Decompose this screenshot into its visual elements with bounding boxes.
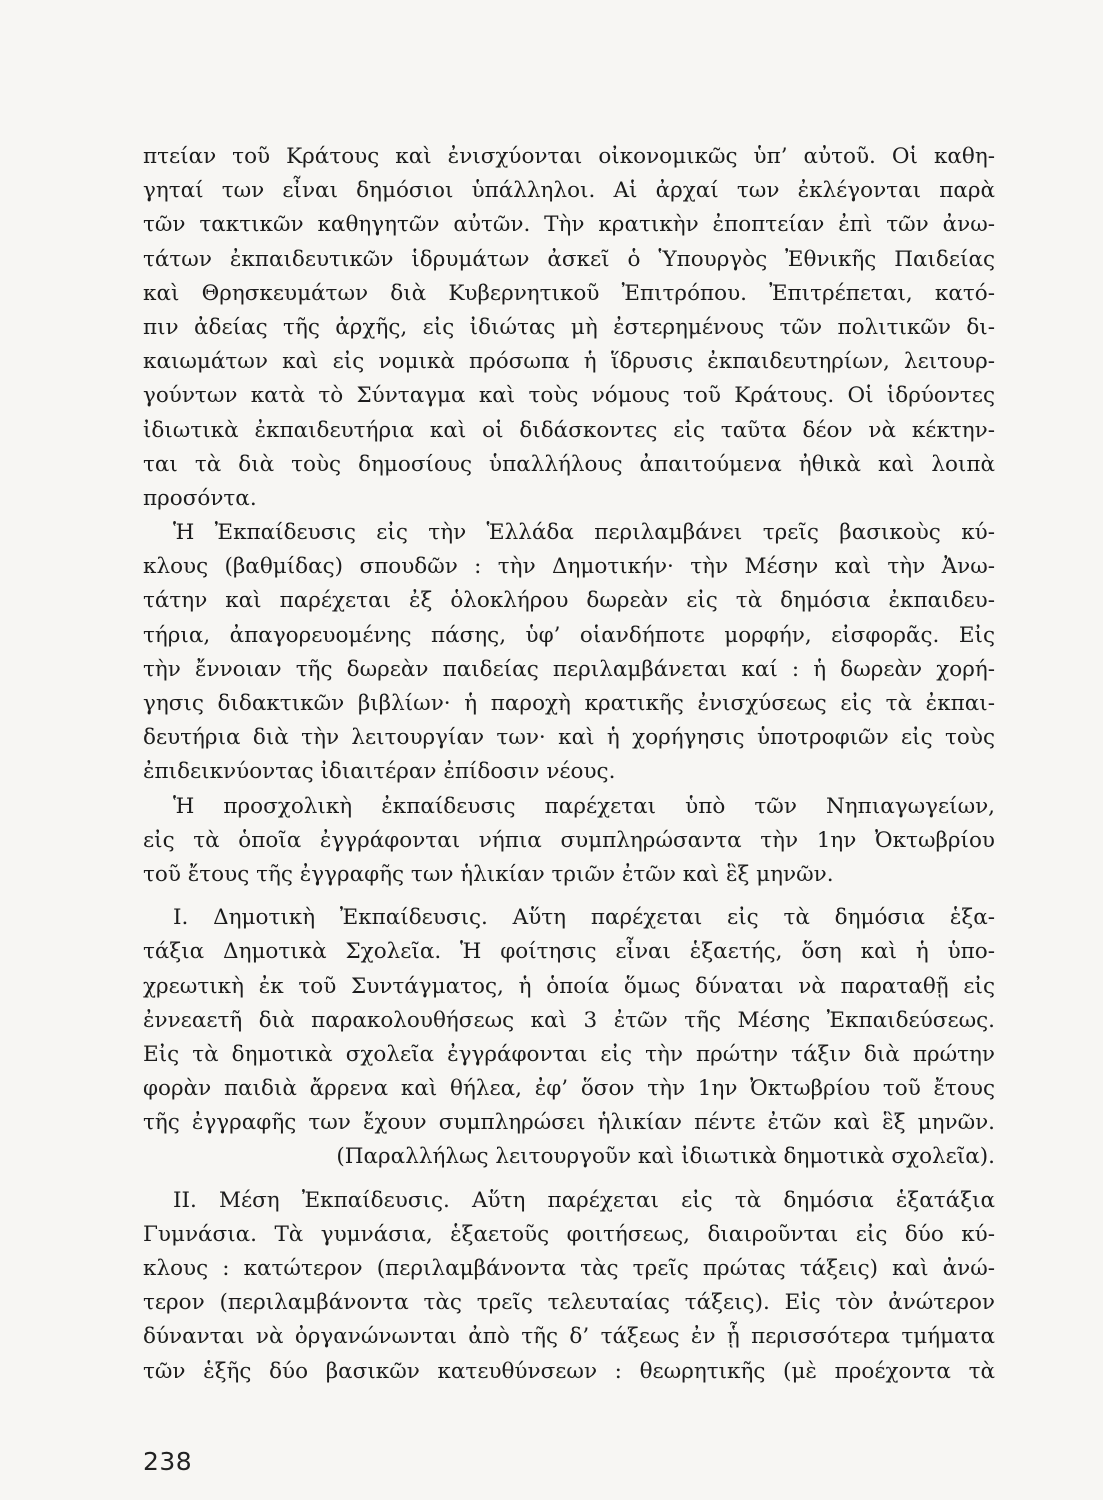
text-line: II. Μέση Ἐκπαίδευσις. Αὕτη παρέχεται εἰς τὰ δημόσια ἑξατάξια	[173, 1187, 995, 1213]
text-line: τὴν ἔννοιαν τῆς δωρεὰν παιδείας περιλαμβάνεται καί : ἡ δωρεὰν χορή-	[143, 656, 995, 682]
body-text	[143, 140, 995, 1389]
text-line: Εἰς τὰ δημοτικὰ σχολεῖα ἐγγράφονται εἰς τὴν πρώτην τάξιν διὰ πρώτην	[143, 1041, 995, 1067]
text-line: πιν ἀδείας τῆς ἀρχῆς, εἰς ἰδιώτας μὴ ἐστερημένους τῶν πολιτικῶν δι-	[143, 314, 995, 340]
text-line: τάτων ἐκπαιδευτικῶν ἱδρυμάτων ἀσκεῖ ὁ Ὑπουργὸς Ἐθνικῆς Παιδείας	[143, 246, 995, 272]
text-line: τῆς ἐγγραφῆς των ἔχουν συμπληρώσει ἡλικίαν πέντε ἐτῶν καὶ ἓξ μηνῶν.	[143, 1110, 995, 1136]
text-line: τῶν ἑξῆς δύο βασικῶν κατευθύνσεων : θεωρητικῆς (μὲ προέχοντα τὰ	[143, 1358, 995, 1384]
text-line: κλους (βαθμίδας) σπουδῶν : τὴν Δημοτικήν· τὴν Μέσην καὶ τὴν Ἀνω-	[143, 554, 995, 580]
text-line: τήρια, ἀπαγορευομένης πάσης, ὑφ’ οἱανδήποτε μορφήν, εἰσφορᾶς. Εἰς	[143, 622, 995, 648]
text-line: (Παραλλήλως λειτουργοῦν καὶ ἰδιωτικὰ δημοτικὰ σχολεῖα).	[336, 1144, 995, 1170]
text-line: I. Δημοτικὴ Ἐκπαίδευσις. Αὕτη παρέχεται εἰς τὰ δημόσια ἑξα-	[173, 905, 995, 931]
page-number: 238	[143, 1447, 193, 1476]
text-line: τοῦ ἔτους τῆς ἐγγραφῆς των ἡλικίαν τριῶν ἐτῶν καὶ ἓξ μηνῶν.	[143, 861, 834, 887]
text-line: γούντων κατὰ τὸ Σύνταγμα καὶ τοὺς νόμους τοῦ Κράτους. Οἱ ἱδρύοντες	[143, 383, 995, 409]
text-line: κλους : κατώτερον (περιλαμβάνοντα τὰς τρεῖς πρώτας τάξεις) καὶ ἀνώ-	[143, 1256, 995, 1281]
text-line: τάξια Δημοτικὰ Σχολεῖα. Ἡ φοίτησις εἶναι ἑξαετής, ὅση καὶ ἡ ὑπο-	[143, 939, 995, 965]
text-line: ἐννεαετῆ διὰ παρακολουθήσεως καὶ 3 ἐτῶν τῆς Μέσης Ἐκπαιδεύσεως.	[143, 1007, 995, 1033]
text-line: χρεωτικὴ ἐκ τοῦ Συντάγματος, ἡ ὁποία ὅμως δύναται νὰ παραταθῇ εἰς	[143, 973, 995, 999]
text-line: δευτήρια διὰ τὴν λειτουργίαν των· καὶ ἡ χορήγησις ὑποτροφιῶν εἰς τοὺς	[143, 725, 995, 751]
text-line: τερον (περιλαμβάνοντα τὰς τρεῖς τελευταίας τάξεις). Εἰς τὸν ἀνώτερον	[143, 1290, 995, 1316]
text-line: Ἡ προσχολικὴ ἐκπαίδευσις παρέχεται ὑπὸ τῶν Νηπιαγωγείων,	[173, 793, 995, 819]
text-line: τῶν τακτικῶν καθηγητῶν αὐτῶν. Τὴν κρατικὴν ἐποπτείαν ἐπὶ τῶν ἀνω-	[143, 212, 995, 238]
text-line: φορὰν παιδιὰ ἄρρενα καὶ θήλεα, ἐφ’ ὅσον τὴν 1ην Ὀκτωβρίου τοῦ ἔτους	[143, 1076, 995, 1102]
text-line: Γυμνάσια. Τὰ γυμνάσια, ἑξαετοῦς φοιτήσεως, διαιροῦνται εἰς δύο κύ-	[143, 1221, 995, 1247]
text-line: δύνανται νὰ ὀργανώνωνται ἀπὸ τῆς δ’ τάξεως ἐν ᾗ περισσότερα τμήματα	[143, 1324, 995, 1350]
text-line: καιωμάτων καὶ εἰς νομικὰ πρόσωπα ἡ ἵδρυσις ἐκπαιδευτηρίων, λειτουρ-	[143, 349, 995, 375]
text-line: γησις διδακτικῶν βιβλίων· ἡ παροχὴ κρατικῆς ἐνισχύσεως εἰς τὰ ἐκπαι-	[143, 691, 995, 716]
text-line: ἐπιδεικνύοντας ἰδιαιτέραν ἐπίδοσιν νέους.	[143, 759, 616, 785]
text-line: Ἡ Ἐκπαίδευσις εἰς τὴν Ἑλλάδα περιλαμβάνει τρεῖς βασικοὺς κύ-	[173, 520, 995, 546]
text-line: πτείαν τοῦ Κράτους καὶ ἐνισχύονται οἰκονομικῶς ὑπ’ αὐτοῦ. Οἱ καθη-	[143, 144, 995, 169]
text-line: γηταί των εἶναι δημόσιοι ὑπάλληλοι. Αἱ ἀρχαί των ἐκλέγονται παρὰ	[143, 178, 995, 204]
text-line: ἰδιωτικὰ ἐκπαιδευτήρια καὶ οἱ διδάσκοντες εἰς ταῦτα δέον νὰ κέκτην-	[143, 417, 995, 443]
text-line: τάτην καὶ παρέχεται ἐξ ὁλοκλήρου δωρεὰν εἰς τὰ δημόσια ἐκπαιδευ-	[143, 588, 995, 614]
text-line: ται τὰ διὰ τοὺς δημοσίους ὑπαλλήλους ἀπαιτούμενα ἠθικὰ καὶ λοιπὰ	[143, 451, 995, 477]
text-line: εἰς τὰ ὁποῖα ἐγγράφονται νήπια συμπληρώσαντα τὴν 1ην Ὀκτωβρίου	[143, 827, 995, 853]
text-line: καὶ Θρησκευμάτων διὰ Κυβερνητικοῦ Ἐπιτρόπου. Ἐπιτρέπεται, κατό-	[143, 280, 995, 306]
text-line: προσόντα.	[143, 485, 257, 511]
